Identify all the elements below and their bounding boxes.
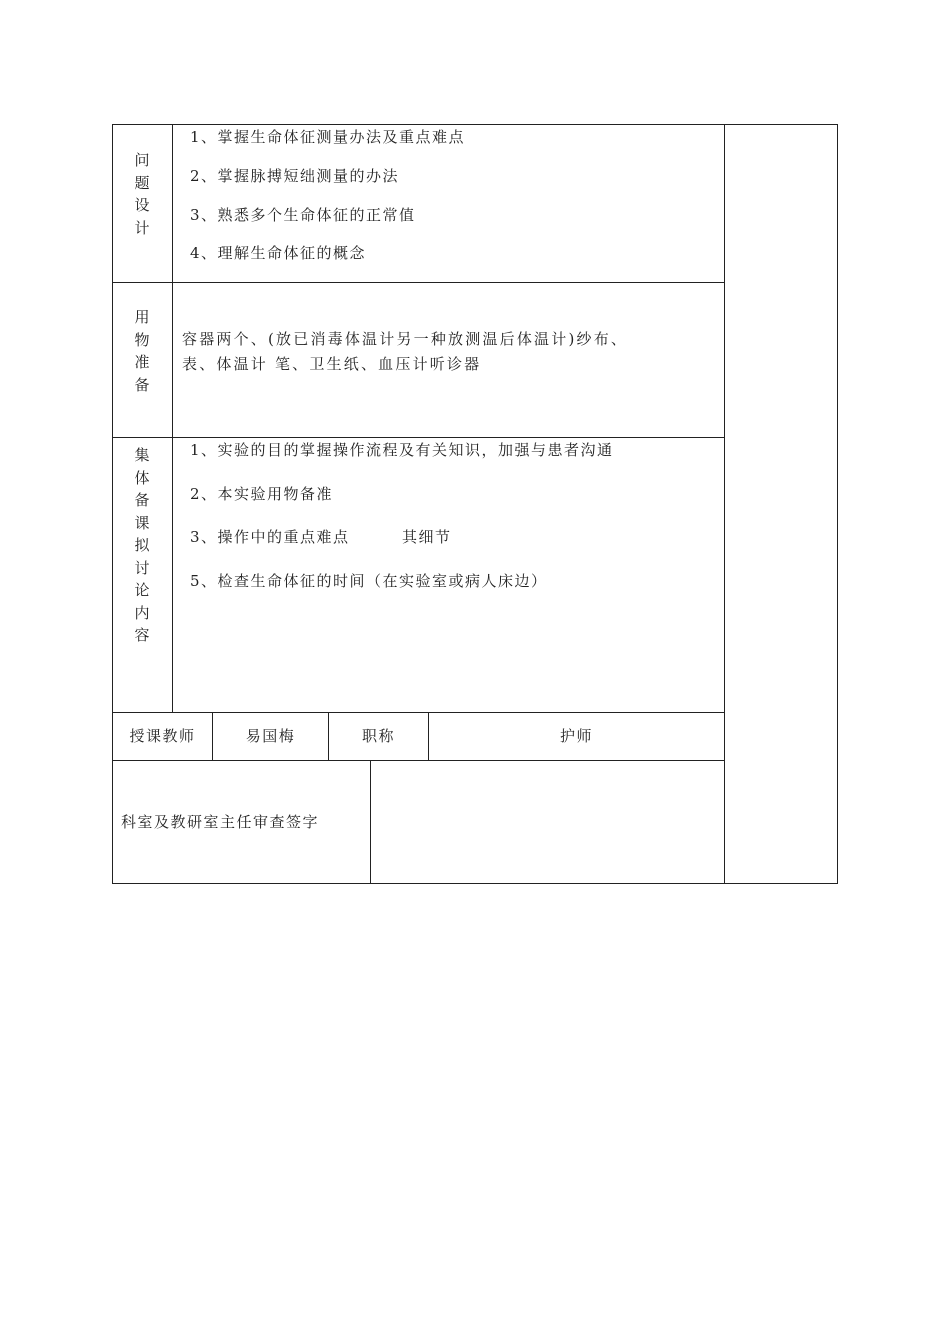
question-design-label-char: 计 xyxy=(134,218,150,237)
row-divider-1 xyxy=(112,282,725,283)
materials-label-char: 备 xyxy=(134,375,150,394)
row-divider-3 xyxy=(112,712,725,713)
question-design-label xyxy=(132,149,152,239)
group-discussion-label-char: 集 xyxy=(134,446,150,464)
title-value: 护师 xyxy=(559,727,593,745)
title-label: 职称 xyxy=(361,727,395,745)
table-border-left xyxy=(112,124,113,884)
group-discussion-label-char: 体 xyxy=(134,468,150,487)
table-border-right xyxy=(837,124,838,884)
right-remarks-column xyxy=(725,125,837,883)
question-design-label-char: 问 xyxy=(134,151,150,169)
teacher-name: 易国梅 xyxy=(245,727,296,745)
group-discussion-label-char: 容 xyxy=(134,626,150,644)
group-discussion-label-char: 论 xyxy=(134,581,150,599)
group-discussion-label-char: 拟 xyxy=(134,536,150,554)
discussion-item-3: 3、操作中的重点难点 xyxy=(190,528,350,546)
question-design-label-char: 设 xyxy=(134,196,150,214)
discussion-item-1: 1、实验的目的掌握操作流程及有关知识，加强与患者沟通 xyxy=(190,441,614,459)
group-discussion-label-char: 讨 xyxy=(134,558,150,577)
group-discussion-label-char: 内 xyxy=(134,603,150,622)
discussion-item-2: 2、本实验用物备准 xyxy=(190,485,334,503)
question-design-label-char: 题 xyxy=(134,173,150,192)
discussion-item-5: 5、检查生命体征的时间（在实验室或病人床边） xyxy=(190,572,548,590)
label-column-divider xyxy=(172,124,173,713)
question-item-3: 3、熟悉多个生命体征的正常值 xyxy=(190,206,416,224)
materials-line-2: 表、体温计 笔、卫生纸、血压计听诊器 xyxy=(182,355,482,373)
question-item-1: 1、掌握生命体征测量办法及重点难点 xyxy=(190,128,466,146)
materials-line-1: 容器两个、(放已消毒体温计另一种放测温后体温计)纱布、 xyxy=(182,330,629,348)
question-item-4: 4、理解生命体征的概念 xyxy=(190,244,367,262)
materials-label-char: 物 xyxy=(134,330,150,349)
materials-label-char: 准 xyxy=(134,353,150,371)
materials-label xyxy=(132,306,152,396)
review-signature-label: 科室及教研室主任审查签字 xyxy=(121,813,320,831)
teacher-label: 授课教师 xyxy=(129,727,196,745)
row-divider-2 xyxy=(112,437,725,438)
group-discussion-label xyxy=(132,444,152,647)
group-discussion-label-char: 备 xyxy=(134,491,150,509)
table-border-bottom xyxy=(112,883,838,884)
question-item-2: 2、掌握脉搏短绌测量的办法 xyxy=(190,167,400,185)
group-discussion-label-char: 课 xyxy=(134,513,150,532)
materials-label-char: 用 xyxy=(134,308,150,326)
discussion-item-3-extra: 其细节 xyxy=(402,528,452,546)
review-signature-field xyxy=(371,761,724,883)
